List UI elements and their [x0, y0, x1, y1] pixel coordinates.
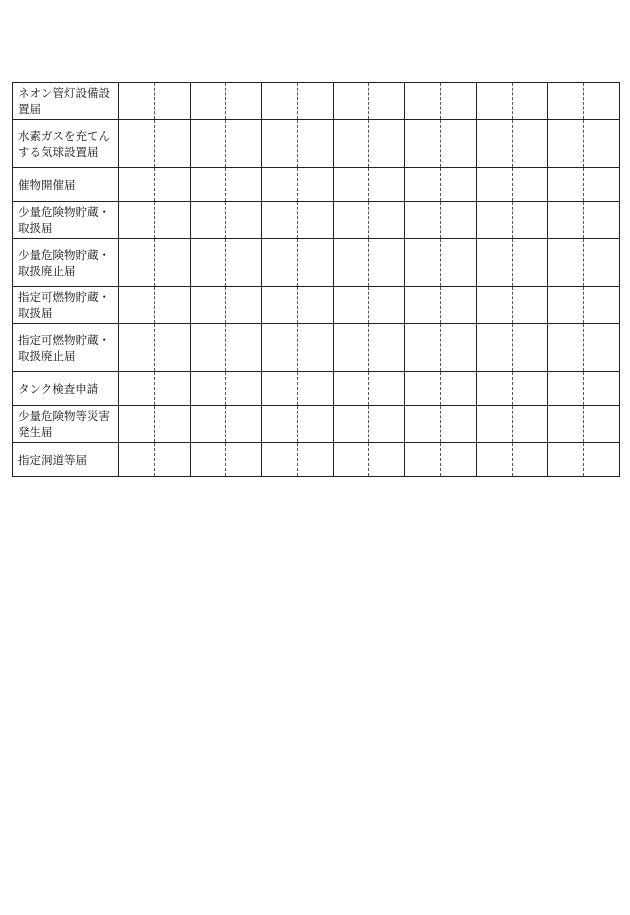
- entry-cell[interactable]: [154, 239, 190, 287]
- entry-cell[interactable]: [476, 324, 512, 372]
- entry-cell[interactable]: [119, 372, 155, 406]
- entry-cell[interactable]: [226, 239, 262, 287]
- entry-cell[interactable]: [333, 202, 369, 239]
- entry-cell[interactable]: [512, 406, 548, 443]
- entry-cell[interactable]: [476, 287, 512, 324]
- entry-cell[interactable]: [226, 324, 262, 372]
- entry-cell[interactable]: [548, 202, 584, 239]
- entry-cell[interactable]: [297, 120, 333, 168]
- entry-cell[interactable]: [584, 239, 620, 287]
- row-label: 指定可燃物貯蔵・取扱廃止届: [13, 324, 119, 372]
- entry-cell[interactable]: [548, 324, 584, 372]
- entry-cell[interactable]: [333, 83, 369, 120]
- entry-cell[interactable]: [441, 83, 477, 120]
- entry-cell[interactable]: [262, 120, 298, 168]
- entry-cell[interactable]: [405, 324, 441, 372]
- entry-cell[interactable]: [548, 83, 584, 120]
- row-label: 指定可燃物貯蔵・取扱届: [13, 287, 119, 324]
- entry-cell[interactable]: [262, 168, 298, 202]
- entry-cell[interactable]: [441, 239, 477, 287]
- row-label: 指定洞道等届: [13, 443, 119, 477]
- entry-cell[interactable]: [190, 168, 226, 202]
- entry-cell[interactable]: [584, 372, 620, 406]
- entry-cell[interactable]: [297, 324, 333, 372]
- entry-cell[interactable]: [190, 83, 226, 120]
- entry-cell[interactable]: [190, 287, 226, 324]
- table-row: [13, 372, 620, 406]
- row-label: 少量危険物貯蔵・取扱廃止届: [13, 239, 119, 287]
- entry-cell[interactable]: [476, 406, 512, 443]
- table-row: [13, 443, 620, 477]
- entry-cell[interactable]: [369, 83, 405, 120]
- entry-cell[interactable]: [441, 120, 477, 168]
- application-table: [12, 82, 620, 477]
- entry-cell[interactable]: [548, 168, 584, 202]
- entry-cell[interactable]: [226, 202, 262, 239]
- entry-cell[interactable]: [333, 443, 369, 477]
- row-label: タンク検査申請: [13, 372, 119, 406]
- entry-cell[interactable]: [548, 239, 584, 287]
- entry-cell[interactable]: [369, 239, 405, 287]
- table-row: [13, 168, 620, 202]
- entry-cell[interactable]: [405, 239, 441, 287]
- entry-cell[interactable]: [297, 443, 333, 477]
- entry-cell[interactable]: [584, 120, 620, 168]
- entry-cell[interactable]: [512, 443, 548, 477]
- entry-cell[interactable]: [297, 202, 333, 239]
- entry-cell[interactable]: [262, 202, 298, 239]
- entry-cell[interactable]: [119, 406, 155, 443]
- entry-cell[interactable]: [548, 406, 584, 443]
- entry-cell[interactable]: [584, 168, 620, 202]
- entry-cell[interactable]: [333, 324, 369, 372]
- entry-cell[interactable]: [190, 324, 226, 372]
- row-label: 少量危険物等災害発生届: [13, 406, 119, 443]
- entry-cell[interactable]: [119, 202, 155, 239]
- entry-cell[interactable]: [476, 443, 512, 477]
- entry-cell[interactable]: [405, 372, 441, 406]
- entry-cell[interactable]: [476, 120, 512, 168]
- table-row: [13, 324, 620, 372]
- entry-cell[interactable]: [297, 83, 333, 120]
- entry-cell[interactable]: [297, 168, 333, 202]
- table-row: [13, 83, 620, 120]
- entry-cell[interactable]: [512, 168, 548, 202]
- entry-cell[interactable]: [154, 120, 190, 168]
- entry-cell[interactable]: [297, 372, 333, 406]
- entry-cell[interactable]: [476, 239, 512, 287]
- entry-cell[interactable]: [512, 372, 548, 406]
- entry-cell[interactable]: [584, 406, 620, 443]
- entry-cell[interactable]: [226, 287, 262, 324]
- table-row: [13, 202, 620, 239]
- entry-cell[interactable]: [441, 443, 477, 477]
- entry-cell[interactable]: [190, 406, 226, 443]
- entry-cell[interactable]: [405, 287, 441, 324]
- entry-cell[interactable]: [154, 202, 190, 239]
- entry-cell[interactable]: [512, 83, 548, 120]
- entry-cell[interactable]: [476, 83, 512, 120]
- entry-cell[interactable]: [369, 372, 405, 406]
- table-row: [13, 239, 620, 287]
- entry-cell[interactable]: [548, 443, 584, 477]
- entry-cell[interactable]: [119, 443, 155, 477]
- entry-cell[interactable]: [476, 168, 512, 202]
- entry-cell[interactable]: [405, 443, 441, 477]
- entry-cell[interactable]: [405, 406, 441, 443]
- entry-cell[interactable]: [226, 120, 262, 168]
- table-row: [13, 120, 620, 168]
- entry-cell[interactable]: [333, 372, 369, 406]
- entry-cell[interactable]: [405, 168, 441, 202]
- entry-cell[interactable]: [512, 202, 548, 239]
- entry-cell[interactable]: [262, 406, 298, 443]
- entry-cell[interactable]: [262, 372, 298, 406]
- table-row: [13, 287, 620, 324]
- entry-cell[interactable]: [262, 324, 298, 372]
- entry-cell[interactable]: [333, 168, 369, 202]
- entry-cell[interactable]: [154, 324, 190, 372]
- entry-cell[interactable]: [190, 443, 226, 477]
- entry-cell[interactable]: [369, 406, 405, 443]
- entry-cell[interactable]: [154, 443, 190, 477]
- entry-cell[interactable]: [226, 168, 262, 202]
- entry-cell[interactable]: [190, 120, 226, 168]
- entry-cell[interactable]: [333, 120, 369, 168]
- entry-cell[interactable]: [369, 443, 405, 477]
- entry-cell[interactable]: [297, 239, 333, 287]
- entry-cell[interactable]: [119, 324, 155, 372]
- entry-cell[interactable]: [405, 120, 441, 168]
- entry-cell[interactable]: [297, 287, 333, 324]
- entry-cell[interactable]: [190, 372, 226, 406]
- entry-cell[interactable]: [119, 239, 155, 287]
- entry-cell[interactable]: [154, 168, 190, 202]
- entry-cell[interactable]: [333, 287, 369, 324]
- entry-cell[interactable]: [333, 406, 369, 443]
- entry-cell[interactable]: [369, 324, 405, 372]
- entry-cell[interactable]: [119, 120, 155, 168]
- entry-cell[interactable]: [405, 83, 441, 120]
- entry-cell[interactable]: [226, 83, 262, 120]
- row-label: 少量危険物貯蔵・取扱届: [13, 202, 119, 239]
- entry-cell[interactable]: [369, 287, 405, 324]
- entry-cell[interactable]: [441, 372, 477, 406]
- entry-cell[interactable]: [441, 168, 477, 202]
- entry-cell[interactable]: [584, 83, 620, 120]
- entry-cell[interactable]: [262, 443, 298, 477]
- entry-cell[interactable]: [584, 443, 620, 477]
- entry-cell[interactable]: [369, 202, 405, 239]
- entry-cell[interactable]: [297, 406, 333, 443]
- entry-cell[interactable]: [262, 83, 298, 120]
- entry-cell[interactable]: [584, 324, 620, 372]
- table-body: [13, 83, 620, 477]
- entry-cell[interactable]: [512, 324, 548, 372]
- entry-cell[interactable]: [119, 168, 155, 202]
- entry-cell[interactable]: [154, 406, 190, 443]
- row-label: 催物開催届: [13, 168, 119, 202]
- row-label: 水素ガスを充てんする気球設置届: [13, 120, 119, 168]
- entry-cell[interactable]: [226, 372, 262, 406]
- entry-cell[interactable]: [154, 287, 190, 324]
- entry-cell[interactable]: [226, 443, 262, 477]
- entry-cell[interactable]: [226, 406, 262, 443]
- entry-cell[interactable]: [584, 202, 620, 239]
- entry-cell[interactable]: [119, 287, 155, 324]
- entry-cell[interactable]: [476, 372, 512, 406]
- entry-cell[interactable]: [190, 202, 226, 239]
- entry-cell[interactable]: [369, 168, 405, 202]
- entry-cell[interactable]: [584, 287, 620, 324]
- entry-cell[interactable]: [512, 287, 548, 324]
- entry-cell[interactable]: [512, 120, 548, 168]
- entry-cell[interactable]: [548, 372, 584, 406]
- entry-cell[interactable]: [154, 83, 190, 120]
- entry-cell[interactable]: [441, 406, 477, 443]
- entry-cell[interactable]: [154, 372, 190, 406]
- entry-cell[interactable]: [548, 287, 584, 324]
- entry-cell[interactable]: [262, 239, 298, 287]
- entry-cell[interactable]: [441, 287, 477, 324]
- entry-cell[interactable]: [119, 83, 155, 120]
- entry-cell[interactable]: [333, 239, 369, 287]
- entry-cell[interactable]: [548, 120, 584, 168]
- entry-cell[interactable]: [262, 287, 298, 324]
- entry-cell[interactable]: [512, 239, 548, 287]
- entry-cell[interactable]: [476, 202, 512, 239]
- entry-cell[interactable]: [441, 202, 477, 239]
- row-label: ネオン管灯設備設置届: [13, 83, 119, 120]
- entry-cell[interactable]: [369, 120, 405, 168]
- entry-cell[interactable]: [441, 324, 477, 372]
- table-row: [13, 406, 620, 443]
- entry-cell[interactable]: [190, 239, 226, 287]
- entry-cell[interactable]: [405, 202, 441, 239]
